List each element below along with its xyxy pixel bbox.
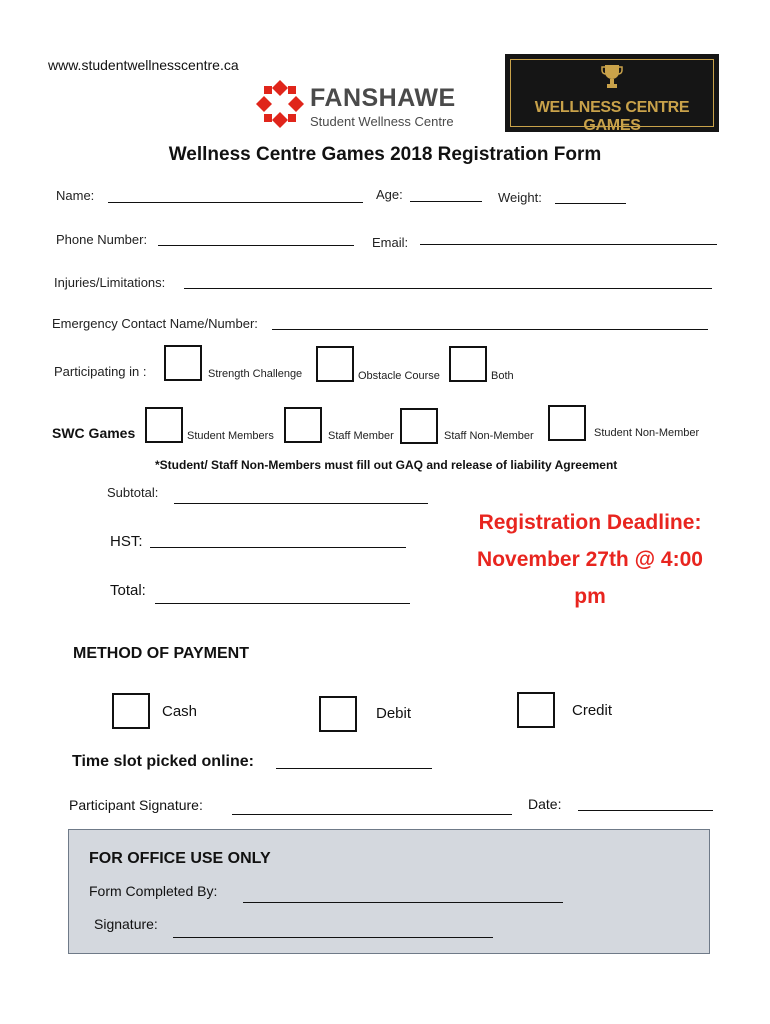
student-non-member-label: Student Non-Member — [594, 427, 700, 439]
office-signature-field[interactable] — [173, 937, 493, 938]
obstacle-course-checkbox[interactable] — [316, 346, 354, 382]
strength-challenge-checkbox[interactable] — [164, 345, 202, 381]
fanshawe-logo-icon — [252, 76, 308, 132]
payment-heading: METHOD OF PAYMENT — [73, 645, 250, 662]
participating-label: Participating in : — [54, 364, 147, 379]
website-url[interactable]: www.studentwellnesscentre.ca — [48, 57, 239, 73]
cash-label: Cash — [162, 703, 198, 720]
office-signature-label: Signature: — [94, 916, 158, 932]
deadline-line-1: Registration Deadline: — [478, 511, 702, 534]
timeslot-label: Time slot picked online: — [72, 753, 254, 770]
phone-field[interactable] — [158, 245, 354, 246]
games-logo — [505, 54, 719, 132]
non-member-note: *Student/ Staff Non-Members must fill out GAQ and release of liability Agreement — [155, 458, 618, 472]
deadline-line-3: pm — [574, 585, 606, 608]
staff-member-label: Staff Member — [328, 430, 394, 442]
staff-non-member-checkbox[interactable] — [400, 408, 438, 444]
deadline-line-2: November 27th @ 4:00 — [477, 548, 703, 571]
staff-non-member-label: Staff Non-Member — [444, 430, 534, 442]
hst-label: HST: — [110, 533, 143, 550]
student-members-label: Student Members — [187, 430, 274, 442]
office-use-box — [68, 829, 710, 954]
form-title: Wellness Centre Games 2018 Registration Form — [168, 144, 602, 165]
name-field[interactable] — [108, 202, 363, 203]
fanshawe-subtitle: Student Wellness Centre — [310, 114, 454, 129]
timeslot-field[interactable] — [276, 768, 432, 769]
phone-label: Phone Number: — [56, 232, 148, 247]
trophy-icon — [601, 64, 623, 90]
age-field[interactable] — [410, 201, 482, 202]
student-non-member-checkbox[interactable] — [548, 405, 586, 441]
fanshawe-wordmark: FANSHAWE — [310, 84, 456, 112]
weight-field[interactable] — [555, 203, 626, 204]
both-label: Both — [491, 370, 514, 382]
injuries-label: Injuries/Limitations: — [54, 275, 166, 290]
cash-checkbox[interactable] — [112, 693, 150, 729]
total-field[interactable] — [155, 603, 410, 604]
both-checkbox[interactable] — [449, 346, 487, 382]
student-members-checkbox[interactable] — [145, 407, 183, 443]
games-logo-text: WELLNESS CENTRE GAMES — [534, 99, 690, 134]
date-label: Date: — [528, 796, 562, 812]
participant-signature-label: Participant Signature: — [69, 797, 203, 813]
registration-deadline — [455, 504, 725, 615]
credit-checkbox[interactable] — [517, 692, 555, 728]
staff-member-checkbox[interactable] — [284, 407, 322, 443]
injuries-field[interactable] — [184, 288, 712, 289]
credit-label: Credit — [572, 702, 613, 719]
emergency-field[interactable] — [272, 329, 708, 330]
office-use-heading: FOR OFFICE USE ONLY — [89, 850, 271, 867]
subtotal-label: Subtotal: — [107, 485, 159, 500]
obstacle-course-label: Obstacle Course — [358, 370, 440, 382]
participant-signature-field[interactable] — [232, 814, 512, 815]
swc-games-label: SWC Games — [52, 425, 136, 441]
name-label: Name: — [56, 188, 95, 203]
total-label: Total: — [110, 582, 146, 599]
age-label: Age: — [376, 187, 403, 202]
weight-label: Weight: — [498, 190, 542, 205]
form-completed-by-label: Form Completed By: — [89, 883, 218, 899]
email-label: Email: — [372, 235, 409, 250]
debit-label: Debit — [376, 705, 412, 722]
form-completed-by-field[interactable] — [243, 902, 563, 903]
fanshawe-logo — [248, 72, 480, 134]
date-field[interactable] — [578, 810, 713, 811]
hst-field[interactable] — [150, 547, 406, 548]
email-field[interactable] — [420, 244, 717, 245]
strength-challenge-label: Strength Challenge — [208, 368, 303, 380]
debit-checkbox[interactable] — [319, 696, 357, 732]
subtotal-field[interactable] — [174, 503, 428, 504]
emergency-label: Emergency Contact Name/Number: — [52, 316, 258, 331]
